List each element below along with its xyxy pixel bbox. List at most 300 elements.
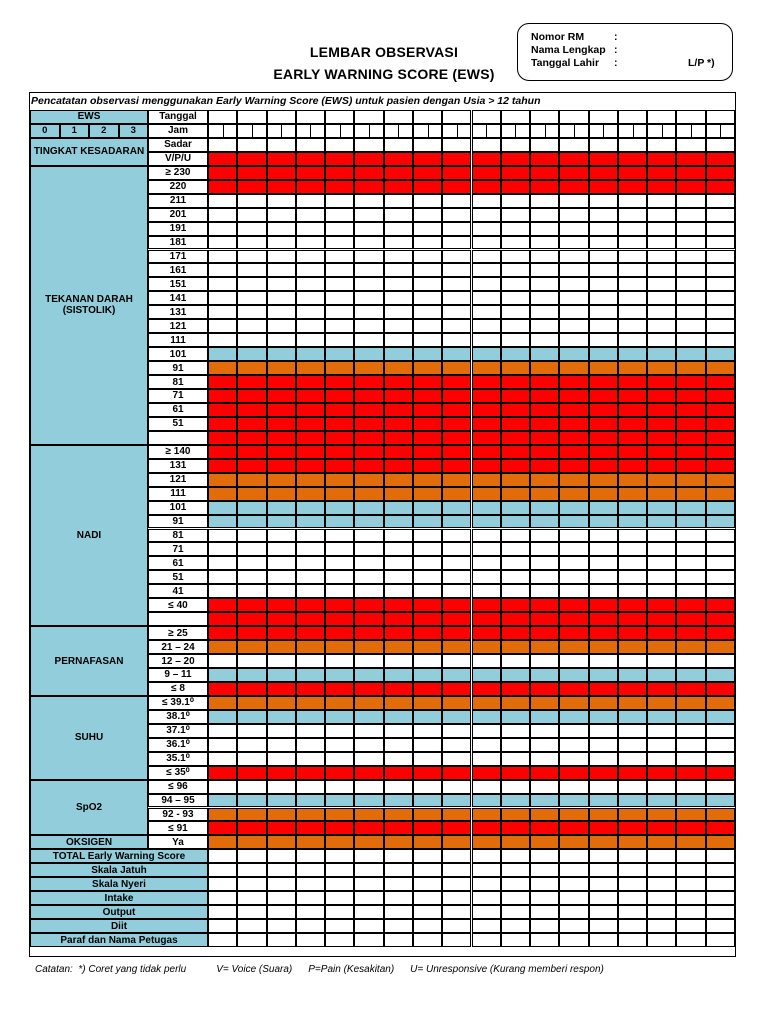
observation-cell[interactable]: [384, 584, 413, 598]
observation-cell[interactable]: [208, 780, 237, 794]
observation-cell[interactable]: [442, 808, 471, 822]
summary-cell[interactable]: [296, 905, 325, 919]
observation-cell[interactable]: [676, 319, 705, 333]
observation-cell[interactable]: [296, 459, 325, 473]
observation-cell[interactable]: [384, 361, 413, 375]
observation-cell[interactable]: [530, 724, 559, 738]
observation-cell[interactable]: [706, 515, 735, 529]
summary-cell[interactable]: [559, 849, 588, 863]
observation-cell[interactable]: [530, 389, 559, 403]
observation-cell[interactable]: [559, 361, 588, 375]
observation-cell[interactable]: [559, 821, 588, 835]
observation-cell[interactable]: [267, 236, 296, 250]
observation-cell[interactable]: [413, 347, 442, 361]
observation-cell[interactable]: [325, 598, 354, 612]
observation-cell[interactable]: [296, 222, 325, 236]
observation-cell[interactable]: [501, 263, 530, 277]
observation-cell[interactable]: [676, 180, 705, 194]
observation-cell[interactable]: [676, 529, 705, 543]
observation-cell[interactable]: [706, 682, 735, 696]
observation-cell[interactable]: [472, 696, 501, 710]
observation-cell[interactable]: [325, 584, 354, 598]
observation-cell[interactable]: [296, 166, 325, 180]
observation-cell[interactable]: [472, 263, 501, 277]
time-cell[interactable]: [676, 124, 705, 138]
observation-cell[interactable]: [354, 710, 383, 724]
observation-cell[interactable]: [354, 236, 383, 250]
observation-cell[interactable]: [267, 333, 296, 347]
observation-cell[interactable]: [676, 710, 705, 724]
observation-cell[interactable]: [267, 612, 296, 626]
observation-cell[interactable]: [618, 487, 647, 501]
observation-cell[interactable]: [442, 794, 471, 808]
observation-cell[interactable]: [647, 752, 676, 766]
observation-cell[interactable]: [384, 640, 413, 654]
observation-cell[interactable]: [442, 361, 471, 375]
observation-cell[interactable]: [589, 570, 618, 584]
observation-cell[interactable]: [472, 138, 501, 152]
observation-cell[interactable]: [325, 180, 354, 194]
observation-cell[interactable]: [384, 222, 413, 236]
observation-cell[interactable]: [267, 515, 296, 529]
observation-cell[interactable]: [706, 194, 735, 208]
observation-cell[interactable]: [472, 752, 501, 766]
observation-cell[interactable]: [676, 584, 705, 598]
observation-cell[interactable]: [384, 305, 413, 319]
summary-cell[interactable]: [354, 891, 383, 905]
observation-cell[interactable]: [501, 612, 530, 626]
summary-cell[interactable]: [559, 933, 588, 947]
observation-cell[interactable]: [354, 654, 383, 668]
summary-cell[interactable]: [325, 877, 354, 891]
observation-cell[interactable]: [647, 487, 676, 501]
observation-cell[interactable]: [208, 515, 237, 529]
observation-cell[interactable]: [589, 375, 618, 389]
observation-cell[interactable]: [442, 682, 471, 696]
observation-cell[interactable]: [530, 542, 559, 556]
observation-cell[interactable]: [384, 403, 413, 417]
observation-cell[interactable]: [647, 570, 676, 584]
observation-cell[interactable]: [647, 347, 676, 361]
observation-cell[interactable]: [647, 501, 676, 515]
observation-cell[interactable]: [208, 431, 237, 445]
summary-cell[interactable]: [296, 919, 325, 933]
observation-cell[interactable]: [618, 431, 647, 445]
observation-cell[interactable]: [706, 668, 735, 682]
observation-cell[interactable]: [706, 361, 735, 375]
summary-cell[interactable]: [472, 919, 501, 933]
observation-cell[interactable]: [618, 222, 647, 236]
observation-cell[interactable]: [706, 654, 735, 668]
observation-cell[interactable]: [676, 668, 705, 682]
observation-cell[interactable]: [384, 236, 413, 250]
observation-cell[interactable]: [501, 180, 530, 194]
observation-cell[interactable]: [413, 375, 442, 389]
observation-cell[interactable]: [384, 654, 413, 668]
observation-cell[interactable]: [559, 738, 588, 752]
date-cell[interactable]: [325, 110, 354, 124]
observation-cell[interactable]: [384, 459, 413, 473]
observation-cell[interactable]: [472, 710, 501, 724]
observation-cell[interactable]: [618, 654, 647, 668]
summary-cell[interactable]: [267, 905, 296, 919]
observation-cell[interactable]: [472, 738, 501, 752]
summary-cell[interactable]: [618, 849, 647, 863]
observation-cell[interactable]: [354, 696, 383, 710]
observation-cell[interactable]: [589, 780, 618, 794]
observation-cell[interactable]: [530, 250, 559, 264]
observation-cell[interactable]: [296, 389, 325, 403]
observation-cell[interactable]: [325, 501, 354, 515]
observation-cell[interactable]: [296, 584, 325, 598]
observation-cell[interactable]: [501, 780, 530, 794]
observation-cell[interactable]: [267, 584, 296, 598]
observation-cell[interactable]: [530, 556, 559, 570]
observation-cell[interactable]: [354, 766, 383, 780]
observation-cell[interactable]: [325, 794, 354, 808]
summary-cell[interactable]: [413, 877, 442, 891]
observation-cell[interactable]: [413, 333, 442, 347]
observation-cell[interactable]: [296, 291, 325, 305]
observation-cell[interactable]: [530, 263, 559, 277]
observation-cell[interactable]: [589, 640, 618, 654]
summary-cell[interactable]: [618, 905, 647, 919]
observation-cell[interactable]: [208, 277, 237, 291]
observation-cell[interactable]: [413, 780, 442, 794]
observation-cell[interactable]: [237, 612, 266, 626]
observation-cell[interactable]: [618, 626, 647, 640]
summary-cell[interactable]: [589, 905, 618, 919]
observation-cell[interactable]: [618, 821, 647, 835]
observation-cell[interactable]: [706, 696, 735, 710]
observation-cell[interactable]: [559, 654, 588, 668]
observation-cell[interactable]: [618, 752, 647, 766]
observation-cell[interactable]: [413, 640, 442, 654]
observation-cell[interactable]: [559, 542, 588, 556]
observation-cell[interactable]: [208, 529, 237, 543]
observation-cell[interactable]: [325, 250, 354, 264]
observation-cell[interactable]: [208, 584, 237, 598]
observation-cell[interactable]: [208, 542, 237, 556]
observation-cell[interactable]: [530, 598, 559, 612]
observation-cell[interactable]: [296, 794, 325, 808]
observation-cell[interactable]: [706, 794, 735, 808]
observation-cell[interactable]: [676, 640, 705, 654]
observation-cell[interactable]: [676, 277, 705, 291]
observation-cell[interactable]: [208, 417, 237, 431]
summary-cell[interactable]: [530, 905, 559, 919]
observation-cell[interactable]: [325, 626, 354, 640]
observation-cell[interactable]: [647, 417, 676, 431]
observation-cell[interactable]: [237, 501, 266, 515]
summary-cell[interactable]: [267, 863, 296, 877]
observation-cell[interactable]: [208, 682, 237, 696]
summary-cell[interactable]: [501, 919, 530, 933]
observation-cell[interactable]: [530, 515, 559, 529]
observation-cell[interactable]: [530, 487, 559, 501]
observation-cell[interactable]: [296, 696, 325, 710]
observation-cell[interactable]: [706, 752, 735, 766]
observation-cell[interactable]: [296, 766, 325, 780]
observation-cell[interactable]: [589, 668, 618, 682]
observation-cell[interactable]: [706, 612, 735, 626]
observation-cell[interactable]: [530, 710, 559, 724]
observation-cell[interactable]: [647, 389, 676, 403]
observation-cell[interactable]: [296, 738, 325, 752]
observation-cell[interactable]: [618, 835, 647, 849]
observation-cell[interactable]: [384, 347, 413, 361]
observation-cell[interactable]: [647, 626, 676, 640]
observation-cell[interactable]: [413, 598, 442, 612]
observation-cell[interactable]: [384, 389, 413, 403]
summary-cell[interactable]: [676, 849, 705, 863]
observation-cell[interactable]: [384, 626, 413, 640]
observation-cell[interactable]: [267, 738, 296, 752]
observation-cell[interactable]: [530, 584, 559, 598]
observation-cell[interactable]: [208, 236, 237, 250]
summary-cell[interactable]: [442, 891, 471, 905]
observation-cell[interactable]: [267, 487, 296, 501]
summary-cell[interactable]: [647, 905, 676, 919]
time-cell[interactable]: [559, 124, 588, 138]
observation-cell[interactable]: [589, 835, 618, 849]
date-cell[interactable]: [237, 110, 266, 124]
summary-cell[interactable]: [325, 863, 354, 877]
observation-cell[interactable]: [472, 445, 501, 459]
observation-cell[interactable]: [706, 542, 735, 556]
summary-cell[interactable]: [208, 905, 237, 919]
observation-cell[interactable]: [559, 208, 588, 222]
observation-cell[interactable]: [618, 640, 647, 654]
observation-cell[interactable]: [413, 236, 442, 250]
observation-cell[interactable]: [267, 570, 296, 584]
observation-cell[interactable]: [559, 180, 588, 194]
observation-cell[interactable]: [589, 584, 618, 598]
observation-cell[interactable]: [208, 612, 237, 626]
summary-cell[interactable]: [530, 863, 559, 877]
observation-cell[interactable]: [589, 333, 618, 347]
observation-cell[interactable]: [706, 347, 735, 361]
summary-cell[interactable]: [647, 933, 676, 947]
observation-cell[interactable]: [296, 515, 325, 529]
observation-cell[interactable]: [706, 333, 735, 347]
observation-cell[interactable]: [559, 766, 588, 780]
observation-cell[interactable]: [237, 375, 266, 389]
observation-cell[interactable]: [618, 250, 647, 264]
observation-cell[interactable]: [296, 250, 325, 264]
observation-cell[interactable]: [647, 556, 676, 570]
observation-cell[interactable]: [296, 431, 325, 445]
observation-cell[interactable]: [589, 626, 618, 640]
observation-cell[interactable]: [208, 138, 237, 152]
observation-cell[interactable]: [676, 473, 705, 487]
summary-cell[interactable]: [442, 933, 471, 947]
observation-cell[interactable]: [706, 305, 735, 319]
observation-cell[interactable]: [237, 780, 266, 794]
observation-cell[interactable]: [208, 724, 237, 738]
summary-cell[interactable]: [559, 877, 588, 891]
observation-cell[interactable]: [472, 347, 501, 361]
observation-cell[interactable]: [530, 403, 559, 417]
observation-cell[interactable]: [472, 821, 501, 835]
observation-cell[interactable]: [472, 208, 501, 222]
observation-cell[interactable]: [442, 208, 471, 222]
summary-cell[interactable]: [501, 905, 530, 919]
summary-cell[interactable]: [472, 849, 501, 863]
observation-cell[interactable]: [501, 738, 530, 752]
observation-cell[interactable]: [384, 529, 413, 543]
observation-cell[interactable]: [676, 250, 705, 264]
observation-cell[interactable]: [589, 180, 618, 194]
observation-cell[interactable]: [559, 263, 588, 277]
summary-cell[interactable]: [267, 877, 296, 891]
observation-cell[interactable]: [472, 626, 501, 640]
observation-cell[interactable]: [325, 305, 354, 319]
date-cell[interactable]: [676, 110, 705, 124]
observation-cell[interactable]: [237, 556, 266, 570]
observation-cell[interactable]: [325, 347, 354, 361]
observation-cell[interactable]: [413, 794, 442, 808]
observation-cell[interactable]: [267, 710, 296, 724]
observation-cell[interactable]: [384, 152, 413, 166]
observation-cell[interactable]: [296, 333, 325, 347]
summary-cell[interactable]: [296, 891, 325, 905]
observation-cell[interactable]: [325, 542, 354, 556]
observation-cell[interactable]: [706, 459, 735, 473]
observation-cell[interactable]: [559, 682, 588, 696]
summary-cell[interactable]: [413, 849, 442, 863]
observation-cell[interactable]: [413, 166, 442, 180]
observation-cell[interactable]: [706, 529, 735, 543]
observation-cell[interactable]: [618, 501, 647, 515]
observation-cell[interactable]: [676, 542, 705, 556]
observation-cell[interactable]: [354, 403, 383, 417]
time-cell[interactable]: [618, 124, 647, 138]
summary-cell[interactable]: [267, 933, 296, 947]
observation-cell[interactable]: [472, 501, 501, 515]
observation-cell[interactable]: [501, 305, 530, 319]
observation-cell[interactable]: [267, 138, 296, 152]
observation-cell[interactable]: [413, 626, 442, 640]
observation-cell[interactable]: [501, 752, 530, 766]
observation-cell[interactable]: [559, 333, 588, 347]
observation-cell[interactable]: [442, 445, 471, 459]
observation-cell[interactable]: [208, 710, 237, 724]
observation-cell[interactable]: [472, 305, 501, 319]
observation-cell[interactable]: [354, 682, 383, 696]
observation-cell[interactable]: [296, 445, 325, 459]
observation-cell[interactable]: [472, 612, 501, 626]
observation-cell[interactable]: [442, 696, 471, 710]
observation-cell[interactable]: [472, 333, 501, 347]
observation-cell[interactable]: [325, 710, 354, 724]
observation-cell[interactable]: [325, 431, 354, 445]
observation-cell[interactable]: [442, 263, 471, 277]
observation-cell[interactable]: [530, 654, 559, 668]
observation-cell[interactable]: [501, 598, 530, 612]
observation-cell[interactable]: [267, 291, 296, 305]
observation-cell[interactable]: [354, 319, 383, 333]
summary-cell[interactable]: [530, 891, 559, 905]
observation-cell[interactable]: [413, 654, 442, 668]
observation-cell[interactable]: [706, 291, 735, 305]
observation-cell[interactable]: [325, 152, 354, 166]
observation-cell[interactable]: [589, 682, 618, 696]
observation-cell[interactable]: [472, 570, 501, 584]
observation-cell[interactable]: [589, 361, 618, 375]
observation-cell[interactable]: [559, 794, 588, 808]
observation-cell[interactable]: [472, 835, 501, 849]
observation-cell[interactable]: [384, 808, 413, 822]
observation-cell[interactable]: [354, 668, 383, 682]
observation-cell[interactable]: [501, 808, 530, 822]
time-cell[interactable]: [501, 124, 530, 138]
observation-cell[interactable]: [325, 208, 354, 222]
observation-cell[interactable]: [589, 542, 618, 556]
observation-cell[interactable]: [618, 319, 647, 333]
observation-cell[interactable]: [208, 319, 237, 333]
observation-cell[interactable]: [676, 821, 705, 835]
observation-cell[interactable]: [530, 305, 559, 319]
summary-cell[interactable]: [530, 919, 559, 933]
summary-cell[interactable]: [237, 863, 266, 877]
observation-cell[interactable]: [589, 473, 618, 487]
summary-cell[interactable]: [442, 849, 471, 863]
observation-cell[interactable]: [472, 780, 501, 794]
summary-cell[interactable]: [530, 933, 559, 947]
observation-cell[interactable]: [384, 682, 413, 696]
observation-cell[interactable]: [472, 598, 501, 612]
summary-cell[interactable]: [208, 891, 237, 905]
observation-cell[interactable]: [413, 529, 442, 543]
observation-cell[interactable]: [208, 208, 237, 222]
observation-cell[interactable]: [618, 305, 647, 319]
observation-cell[interactable]: [208, 222, 237, 236]
summary-cell[interactable]: [325, 933, 354, 947]
observation-cell[interactable]: [208, 166, 237, 180]
observation-cell[interactable]: [501, 403, 530, 417]
observation-cell[interactable]: [706, 473, 735, 487]
observation-cell[interactable]: [267, 277, 296, 291]
observation-cell[interactable]: [354, 291, 383, 305]
observation-cell[interactable]: [676, 305, 705, 319]
observation-cell[interactable]: [618, 696, 647, 710]
observation-cell[interactable]: [208, 766, 237, 780]
observation-cell[interactable]: [267, 459, 296, 473]
observation-cell[interactable]: [676, 835, 705, 849]
observation-cell[interactable]: [501, 710, 530, 724]
observation-cell[interactable]: [208, 473, 237, 487]
observation-cell[interactable]: [208, 250, 237, 264]
observation-cell[interactable]: [647, 250, 676, 264]
observation-cell[interactable]: [267, 166, 296, 180]
observation-cell[interactable]: [589, 710, 618, 724]
observation-cell[interactable]: [676, 417, 705, 431]
observation-cell[interactable]: [296, 375, 325, 389]
observation-cell[interactable]: [501, 529, 530, 543]
observation-cell[interactable]: [530, 194, 559, 208]
observation-cell[interactable]: [237, 724, 266, 738]
observation-cell[interactable]: [237, 487, 266, 501]
observation-cell[interactable]: [354, 501, 383, 515]
observation-cell[interactable]: [442, 236, 471, 250]
summary-cell[interactable]: [706, 919, 735, 933]
observation-cell[interactable]: [237, 291, 266, 305]
observation-cell[interactable]: [267, 556, 296, 570]
observation-cell[interactable]: [237, 431, 266, 445]
summary-cell[interactable]: [237, 933, 266, 947]
observation-cell[interactable]: [208, 640, 237, 654]
